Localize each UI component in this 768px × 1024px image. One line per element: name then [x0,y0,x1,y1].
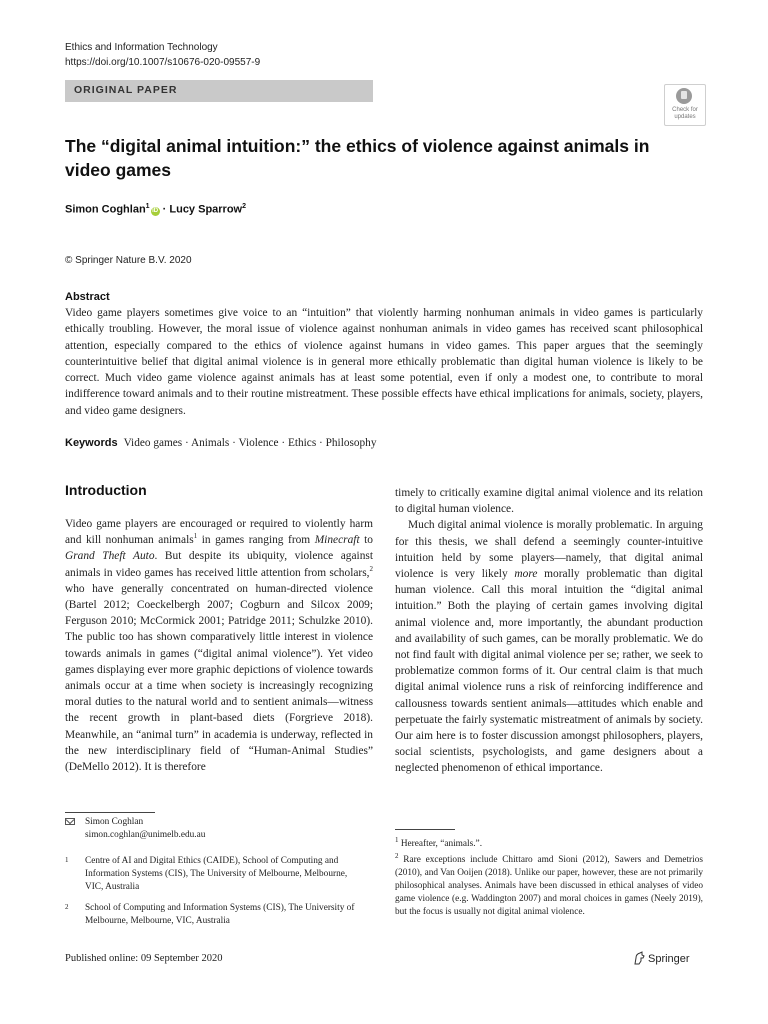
affiliation-number: 1 [65,856,69,864]
check-updates-line1: Check for [672,107,698,113]
affiliation-number: 2 [65,903,69,911]
check-updates-line2: updates [674,114,696,120]
check-updates-icon [676,88,692,104]
footnote-ref[interactable]: 1 [193,532,198,541]
correspondence-email[interactable]: simon.coghlan@unimelb.edu.au [85,830,206,840]
body-paragraph: Video game players are encouraged or required to violently harm and kill nonhuman animals$^1$ in games ranging from Minecraft to Grand Theft Auto. But despite its ubiquity, violence against animals in video games has received little attention from scholars,$^2$ who have generally concentrated on human-directed violence (Bartel 2012; Coeckelbergh 2007; Cogburn and Silcox 2009; Ferguson 2010; McCormick 2001; Patridge 2011; Schulzke 2010). The public too has shown comparatively little interest in violence towards animals in games (“digital animal violence”). Yet video games displaying ever more graphic depictions of violence towards animals occur at a time when society is increasingly recognizing moral duties to the natural world and to sentient animals—witness the recent growth in plant-based diets (Forgrieve 2018). Meanwhile, an “animal turn” in academia is underway, reflected in the new interdisciplinary field of “Human-Animal Studies” (DeMello 2012). It is therefore [65,518,374,774]
article-type-banner [65,80,373,102]
footnote-number: 1 [395,836,399,844]
author-affiliation-ref: 2 [242,203,247,210]
journal-header [65,40,260,70]
springer-horse-icon [633,951,645,965]
publisher-name: Springer [648,953,690,965]
body-column-right [395,485,703,777]
footnote-text: Hereafter, “animals.”. [400,839,483,850]
check-for-updates-badge[interactable] [664,84,706,126]
orcid-icon[interactable]: iD [152,207,159,214]
journal-name: Ethics and Information Technology [65,42,218,53]
keywords-list: Video games · Animals · Violence · Ethics · Philosophy [123,437,377,449]
body-paragraph: Much digital animal violence is morally problematic. In arguing for this thesis, we shall defend a seemingly counter-intuitive intuition held by some players—namely, that digital animal violence is very likely more morally problematic than digital human violence. Call this moral intuition the “digital animal intuition.” Both the playing of certain games involving digital animal violence and, more importantly, the abundant production and availability of such games, can be morally problematic. We do not find fault with digital animal violence per se; rather, we seek to problematize common forms of it. Our central claim is that much digital animal violence runs a risk of reinforcing indifference and callousness towards sentient animals—attitudes which enable and perpetuate the fairly systematic mistreatment of animals by society. Our aim here is to foster discussion amongst philosophers, players, social scientists, psychologists, and game designers about a neglected phenomenon of ethical importance. [395,519,703,775]
footnote-divider [65,812,155,813]
doi-link[interactable]: https://doi.org/10.1007/s10676-020-09557-9 [65,57,261,68]
body-column-left [65,516,373,775]
publication-date: Published online: 09 September 2020 [65,953,223,964]
author-affiliation-ref: 1 [145,203,150,210]
footnote [395,834,703,851]
keywords-line [65,437,376,449]
footnote-ref[interactable]: 2 [369,564,373,573]
article-type-label: ORIGINAL PAPER [74,84,178,96]
publisher-logo [633,951,690,965]
abstract-heading: Abstract [65,291,110,303]
footnote-divider [395,829,455,830]
section-heading-introduction: Introduction [65,482,147,498]
paper-title: The “digital animal intuition:” the ethics of violence against animals in video games [65,136,650,180]
author-name[interactable]: Simon Coghlan [65,203,146,216]
affiliation-text: Centre of AI and Digital Ethics (CAIDE), School of Computing and Information Systems (CIS), The University of Melbourne, Melbourne, VIC, Australia [85,856,348,892]
affiliation-text: School of Computing and Information Systems (CIS), The University of Melbourne, Melbourne, VIC, Australia [85,903,355,926]
abstract-text: Video game players sometimes give voice to an “intuition” that violently harming nonhuman animals in video games is particularly ethically troubling. However, the moral issue of violence against nonhuman animals in video games has received scant philosophical attention, especially compared to the ethics of violence against humans in video games. This paper argues that the seemingly counterintuitive belief that digital animal violence is in general more ethically problematic than digital human violence is likely to be correct. Much video game violence against animals has at least some potential, even if only a modest one, to contribute to moral indifference toward animals and to their routine mistreatment. These possible effects have ethical implications for animals, society, players, and video game designers. [65,307,703,417]
body-paragraph: timely to critically examine digital animal violence and its relation to digital human violence. [395,487,703,516]
mail-icon [65,818,75,825]
footnote-number: 2 [395,852,399,860]
keywords-label: Keywords [65,437,118,449]
footnote [395,850,703,919]
author-list [65,203,246,216]
correspondence-name: Simon Coghlan [85,817,144,827]
copyright-notice: © Springer Nature B.V. 2020 [65,255,192,266]
author-separator: · [162,203,167,216]
author-name[interactable]: Lucy Sparrow [169,203,243,216]
correspondence-block [65,816,205,842]
footnote-text: Rare exceptions include Chittaro amd Sioni (2012), Sawers and Demetrios (2010), and Van Ooijen (2018). Unlike our paper, however, these are not primarily philosophical analyses. Animals have been discussed in ethical analyses of video game violence (e.g. Waddington 2007) and moral choices in games (Neely 2019), but the focus is usually not digital animal violence. [395,855,703,918]
